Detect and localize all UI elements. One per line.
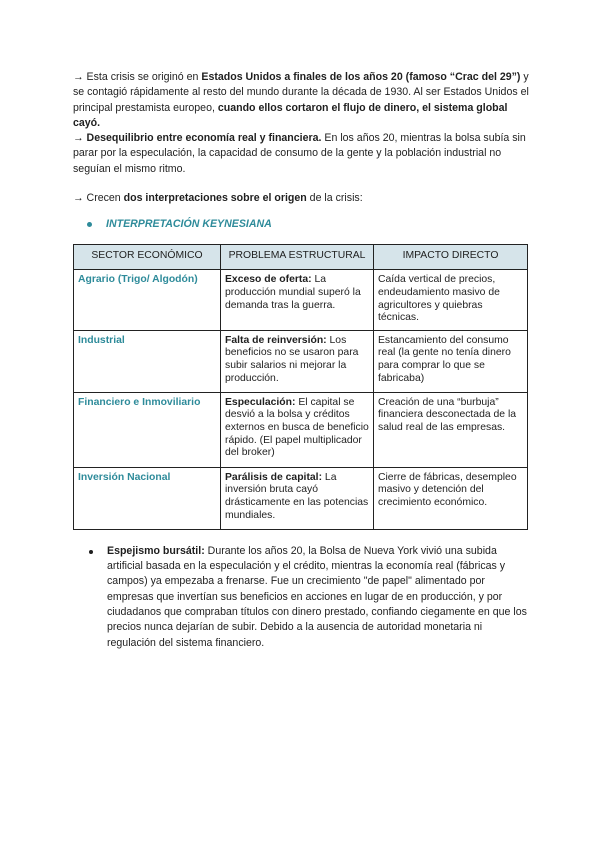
bullet-paragraph: Espejismo bursátil: Durante los años 20, la Bolsa de Nueva York vivió una subida artificial basada en la especulación y el crédito, mientras la economía real (fábricas y campos) ya empezaba a frenarse. Fue un crecimiento "de papel" alimentado por empresas que invertían sus beneficios en acciones en lugar de en producción, y por ciudadanos que compraban títulos con dinero prestado, confiando ciegamente en que los precios nunca dejarían de subir. Debido a la ausencia de autoridad monetaria ni regulación del sistema financiero. — [107, 544, 527, 649]
sector-cell: Agrario (Trigo/ Algodón) — [74, 270, 221, 330]
intro-paragraph-imbalance: → Desequilibrio entre economía real y financiera. En los años 20, mientras la bolsa subía sin parar por la especulación, la capacidad de consumo de la gente y la población industrial no seguían el mismo ritmo. — [73, 132, 526, 175]
table-header-row — [74, 245, 528, 270]
sector-cell: Financiero e Inmoviliario — [74, 392, 221, 467]
table-row — [74, 270, 528, 330]
intro-paragraph-origin: → Esta crisis se originó en Estados Unidos a finales de los años 20 (famoso “Crac del 29”) y se contagió rápidamente al resto del mundo durante la década de 1930. Al ser Estados Unidos el principal prestamista europeo, cuando ellos cortaron el flujo de dinero, el sistema global cayó. — [73, 71, 529, 129]
problem-cell: Exceso de oferta: La producción mundial superó la demanda tras la guerra. — [221, 270, 374, 330]
problem-cell: Especulación: El capital se desvió a la bolsa y créditos externos en busca de beneficio rápido. (El papel multiplicador del broker) — [221, 392, 374, 467]
sector-cell: Inversión Nacional — [74, 467, 221, 529]
section-heading — [87, 218, 533, 230]
section-title: INTERPRETACIÓN KEYNESIANA — [106, 218, 272, 231]
intro-paragraph-interpretations: → Crecen dos interpretaciones sobre el origen de la crisis: — [73, 192, 363, 205]
sector-cell: Industrial — [74, 330, 221, 392]
document-page — [73, 70, 533, 651]
problem-cell: Falta de reinversión: Los beneficios no se usaron para subir salarios ni mejorar la producción. — [221, 330, 374, 392]
bullet-dot-icon — [87, 222, 92, 227]
arrow-icon: → — [73, 192, 87, 205]
problem-cell: Parálisis de capital: La inversión bruta cayó drásticamente en las potencias mundiales. — [221, 467, 374, 529]
table-row — [74, 467, 528, 529]
header-sector: SECTOR ECONÓMICO — [74, 245, 221, 270]
sector-table — [73, 244, 528, 529]
impact-cell: Creación de una “burbuja” financiera desconectada de la salud real de las empresas. — [374, 392, 528, 467]
table-row — [74, 392, 528, 467]
header-impact: IMPACTO DIRECTO — [374, 245, 528, 270]
arrow-icon: → — [73, 132, 87, 145]
impact-cell: Cierre de fábricas, desempleo masivo y detención del crecimiento económico. — [374, 467, 528, 529]
impact-cell: Caída vertical de precios, endeudamiento masivo de agricultores y quiebras técnicas. — [374, 270, 528, 330]
bullet-dot-icon — [89, 550, 93, 554]
table-row — [74, 330, 528, 392]
list-item — [89, 544, 533, 651]
header-problem: PROBLEMA ESTRUCTURAL — [221, 245, 374, 270]
impact-cell: Estancamiento del consumo real (la gente no tenía dinero para comprar lo que se fabricaba) — [374, 330, 528, 392]
arrow-icon: → — [73, 71, 87, 83]
